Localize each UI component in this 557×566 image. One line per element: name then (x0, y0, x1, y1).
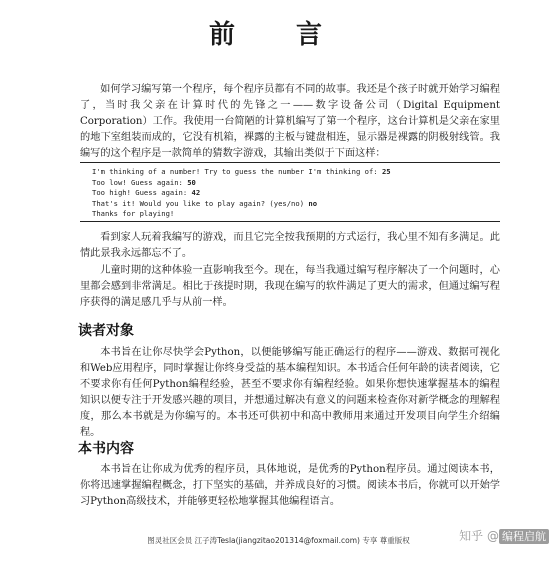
code-line-text: That's it! Would you like to play again? (yes/no) (92, 198, 309, 208)
code-sample-box (80, 162, 500, 222)
code-line-input: 50 (187, 177, 196, 187)
code-line (92, 209, 500, 220)
site-watermark (459, 527, 549, 544)
paragraph-text: 儿童时期的这种体验一直影响我至今。现在，每当我通过编写程序解决了一个问题时，心里都会感到非常满足。相比于孩提时期，我现在编写的软件满足了更大的需求，但通过编写程序获得的满足感几乎与从前一样。 (80, 265, 500, 308)
paragraph-text: 看到家人玩着我编写的游戏，而且它完全按我预期的方式运行，我心里不知有多满足。此情此景我永远都忘不了。 (80, 232, 500, 259)
code-line-text: Thanks for playing! (92, 209, 175, 218)
section-heading-readers: 读者对象 (78, 323, 134, 339)
paragraph-readers (80, 345, 500, 441)
intro-paragraph-text: 如何学习编写第一个程序，每个程序员都有不同的故事。我还是个孩子时就开始学习编程了，当时我父亲在计算时代的先锋之一——数字设备公司（Digital Equipment Corporation）工作。我使用一台简陋的计算机编写了第一个程序，这台计算机是父亲在家里的地下室组装而成的，它没有机箱，裸露的主板与键盘相连，显示器是裸露的阴极射线管。我编写的这个程序是一款简单的猜数字游戏，其输出类似于下面这样： (80, 84, 500, 159)
code-line-text: Too low! Guess again: (92, 177, 188, 187)
code-line-input: 42 (191, 188, 201, 197)
paragraph-text: 本书旨在让你成为优秀的程序员，具体地说，是优秀的Python程序员。通过阅读本书，你将迅速掌握编程概念，打下坚实的基础，并养成良好的习惯。阅读本书后，你就可以开始学习Python高级技术，并能够更轻松地掌握其他编程语言。 (80, 464, 500, 507)
paragraph-text: 本书旨在让你尽快学会Python，以便能够编写能正确运行的程序——游戏、数据可视化和Web应用程序，同时掌握让你终身受益的基本编程知识。本书适合任何年龄的读者阅读，它不要求你有任何Python编程经验，甚至不要求你有编程经验。如果你想快速掌握基本的编程知识以便专注于开发感兴趣的项目，并想通过解决有意义的问题来检查你对新学概念的理解程度，那么本书就是为你编写的。本书还可供初中和高中教师用来通过开发项目向学生介绍编程。 (80, 347, 500, 438)
code-line-text: Too high! Guess again: (92, 188, 192, 197)
code-line-text: I'm thinking of a number! Try to guess the number I'm thinking of: (92, 167, 382, 176)
watermark-prefix: 知乎 @ (459, 529, 499, 543)
code-line-input: no (308, 198, 318, 208)
code-line (92, 188, 500, 199)
section-heading-contents: 本书内容 (78, 441, 134, 457)
intro-paragraph (80, 82, 500, 162)
code-line-input: 25 (381, 167, 391, 176)
page-title: 前 言 (208, 20, 349, 50)
code-line (92, 167, 500, 178)
watermark-name: 编程启航 (499, 529, 549, 544)
code-line (92, 178, 500, 189)
paragraph-childhood (80, 263, 500, 311)
paragraph-family-plays (80, 230, 500, 262)
code-line (92, 199, 500, 210)
paragraph-contents (80, 462, 500, 510)
page-footer: 图灵社区会员 江子涛Tesla(jiangzitao201314@foxmail.com) 专享 尊重版权 (147, 536, 410, 545)
